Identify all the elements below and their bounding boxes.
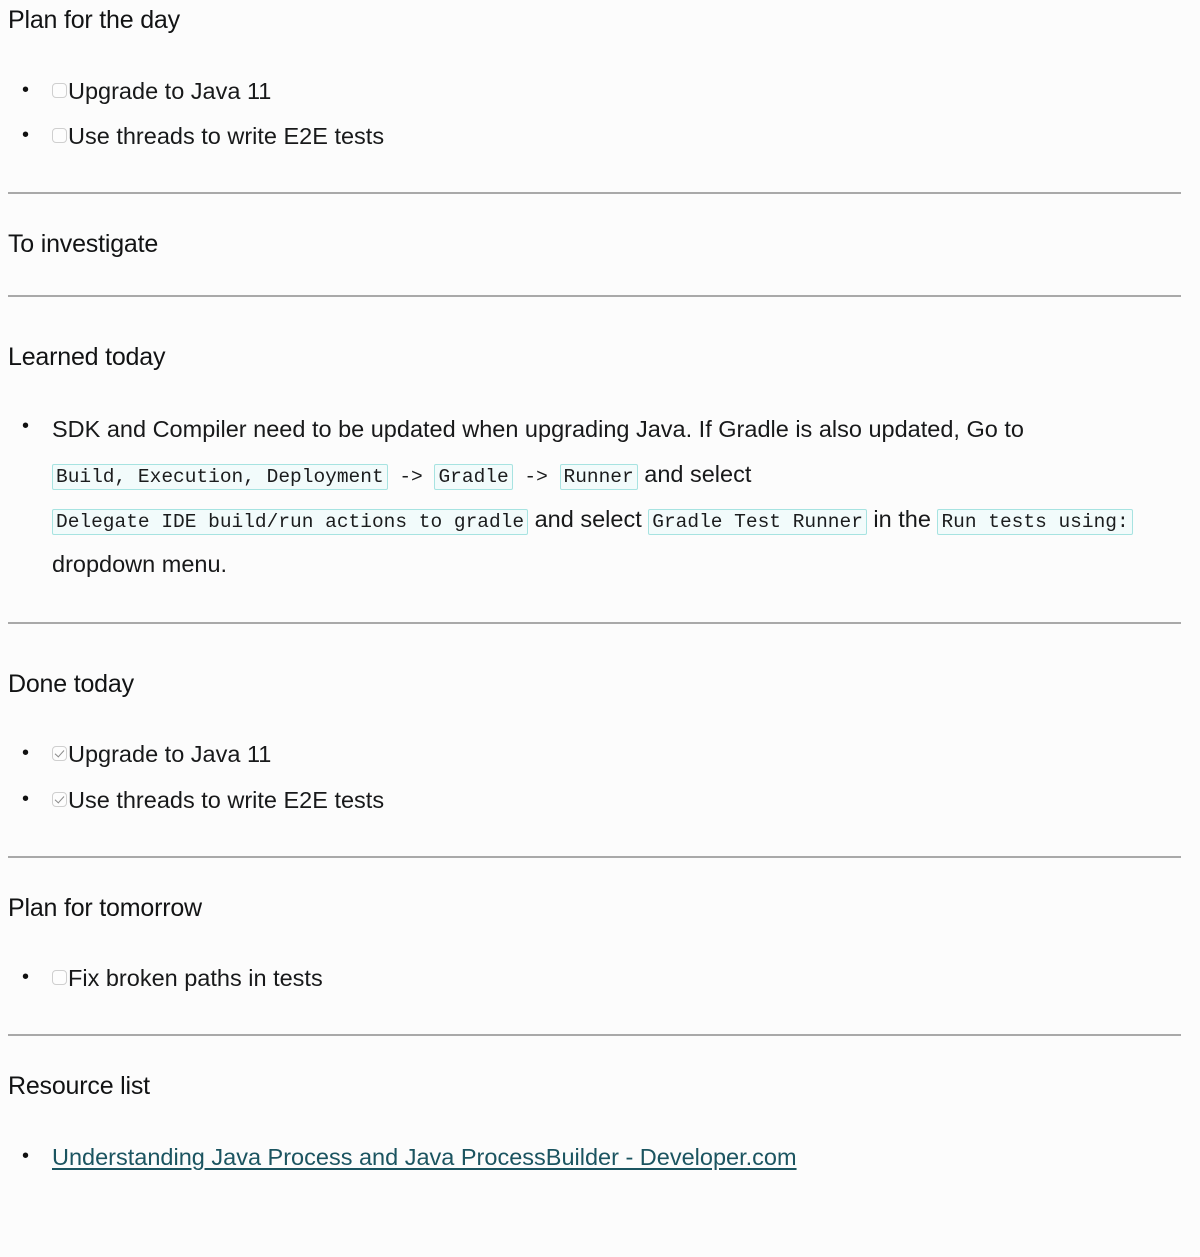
checkbox-checked[interactable] xyxy=(52,746,67,761)
spacer xyxy=(8,624,1192,664)
task-label: Upgrade to Java 11 xyxy=(68,741,272,768)
code-arrow-separator: -> xyxy=(387,466,435,489)
section-plan-for-the-day xyxy=(8,0,1192,41)
inline-code: Delegate IDE build/run actions to gradle xyxy=(52,509,528,535)
task-label: Fix broken paths in tests xyxy=(68,965,323,992)
section-heading-plan-for-the-day: Plan for the day xyxy=(8,6,180,34)
inline-code: Build, Execution, Deployment xyxy=(52,464,388,490)
spacer xyxy=(8,1004,1192,1034)
list-item xyxy=(8,116,1192,158)
task-label: Upgrade to Java 11 xyxy=(68,77,272,104)
spacer xyxy=(8,265,1192,295)
spacer xyxy=(8,1107,1192,1137)
spacer xyxy=(8,377,1192,407)
spacer xyxy=(8,704,1192,734)
spacer xyxy=(8,297,1192,337)
checkbox-checked[interactable] xyxy=(52,792,67,807)
tasklist-plan-for-the-day xyxy=(8,71,1192,159)
section-heading-learned-today: Learned today xyxy=(8,342,166,371)
task-label: Use threads to write E2E tests xyxy=(68,123,385,150)
section-resource-list xyxy=(8,1066,1192,1107)
list-item xyxy=(8,407,1192,587)
spacer xyxy=(8,194,1192,224)
section-plan-for-tomorrow xyxy=(8,888,1192,929)
list-item xyxy=(8,71,1192,113)
section-heading-to-investigate: To investigate xyxy=(8,230,159,259)
section-heading-plan-for-tomorrow: Plan for tomorrow xyxy=(8,893,202,922)
bullet-list-learned-today xyxy=(8,407,1192,587)
list-item xyxy=(8,780,1192,822)
checkbox-unchecked[interactable] xyxy=(52,83,67,98)
list-item xyxy=(8,1137,1192,1179)
inline-code: Gradle Test Runner xyxy=(648,509,867,535)
section-done-today xyxy=(8,664,1192,705)
tasklist-plan-for-tomorrow xyxy=(8,958,1192,1000)
spacer xyxy=(8,592,1192,622)
section-to-investigate xyxy=(8,224,1192,265)
section-learned-today xyxy=(8,337,1192,378)
resource-link[interactable]: Understanding Java Process and Java ProcessBuilder - Developer.com xyxy=(52,1143,797,1170)
spacer xyxy=(8,162,1192,192)
code-arrow-separator: -> xyxy=(512,466,560,489)
list-item xyxy=(8,958,1192,1000)
list-item xyxy=(8,734,1192,776)
task-label: Use threads to write E2E tests xyxy=(68,786,385,813)
learned-today-paragraph: SDK and Compiler need to be updated when upgrading Java. If Gradle is also updated, Go to Build, Execution, Deployment -> Gradle -> Runner and select Delegate IDE build/run actions to gradle and select Gradle Test Runner in the Run tests using: dropdown menu. xyxy=(52,416,1133,577)
checkbox-unchecked[interactable] xyxy=(52,970,67,985)
inline-code: Gradle xyxy=(434,464,512,490)
section-heading-resource-list: Resource list xyxy=(8,1072,150,1101)
tasklist-done-today xyxy=(8,734,1192,822)
spacer xyxy=(8,826,1192,856)
spacer xyxy=(8,1036,1192,1066)
section-heading-done-today: Done today xyxy=(8,669,134,698)
spacer xyxy=(8,41,1192,71)
spacer xyxy=(8,928,1192,958)
link-list-resource-list xyxy=(8,1137,1192,1179)
checkbox-unchecked[interactable] xyxy=(52,128,67,143)
inline-code: Run tests using: xyxy=(937,509,1132,535)
inline-code: Runner xyxy=(560,464,638,490)
spacer xyxy=(8,858,1192,888)
